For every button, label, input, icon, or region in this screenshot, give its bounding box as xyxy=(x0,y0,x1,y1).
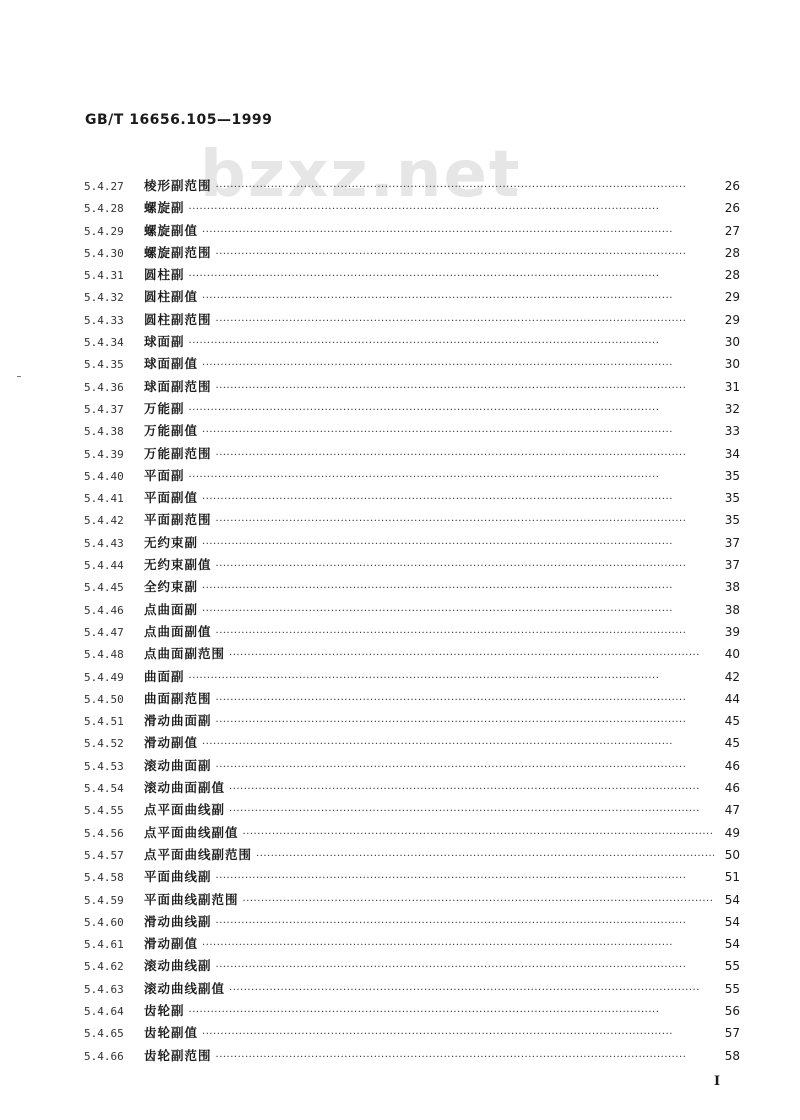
toc-dot-leader xyxy=(229,785,714,795)
toc-dot-leader xyxy=(216,562,714,572)
toc-entry[interactable] xyxy=(84,510,740,532)
toc-entry-number: 5.4.47 xyxy=(84,625,124,639)
toc-entry-title: 万能副 xyxy=(144,400,185,416)
toc-dot-leader xyxy=(202,540,714,550)
toc-entry-page: 54 xyxy=(724,892,740,907)
toc-entry-title: 平面副值 xyxy=(144,490,199,506)
toc-entry[interactable] xyxy=(84,533,740,555)
toc-entry-title: 平面曲线副 xyxy=(144,869,212,885)
toc-entry-page: 55 xyxy=(724,981,740,996)
toc-entry-page: 54 xyxy=(724,937,740,952)
toc-entry-number: 5.4.64 xyxy=(84,1004,124,1018)
toc-entry-page: 56 xyxy=(724,1003,740,1018)
toc-entry[interactable] xyxy=(84,979,740,1001)
toc-entry-title: 平面副范围 xyxy=(144,512,212,528)
toc-entry-page: 32 xyxy=(724,401,740,416)
toc-entry-title: 无约束副值 xyxy=(144,557,212,573)
toc-entry-page: 34 xyxy=(724,446,740,461)
toc-entry[interactable] xyxy=(84,1046,740,1068)
toc-entry-page: 44 xyxy=(724,691,740,706)
toc-dot-leader xyxy=(229,986,714,996)
toc-entry[interactable] xyxy=(84,689,740,711)
toc-entry-number: 5.4.32 xyxy=(84,291,124,305)
toc-dot-leader xyxy=(189,473,714,483)
toc-entry-page: 35 xyxy=(724,468,740,483)
toc-entry-title: 螺旋副 xyxy=(144,200,185,216)
toc-entry-page: 37 xyxy=(724,558,740,573)
toc-entry[interactable] xyxy=(84,332,740,354)
toc-entry[interactable] xyxy=(84,667,740,689)
toc-entry-page: 50 xyxy=(724,847,740,862)
toc-entry-number: 5.4.63 xyxy=(84,982,124,996)
toc-entry-number: 5.4.36 xyxy=(84,380,124,394)
toc-entry[interactable] xyxy=(84,444,740,466)
toc-entry-page: 51 xyxy=(724,870,740,885)
toc-entry[interactable] xyxy=(84,243,740,265)
toc-entry-page: 29 xyxy=(724,290,740,305)
toc-entry-page: 39 xyxy=(724,624,740,639)
toc-entry[interactable] xyxy=(84,377,740,399)
toc-entry-title: 无约束副 xyxy=(144,534,199,550)
toc-dot-leader xyxy=(202,428,714,438)
toc-entry[interactable] xyxy=(84,778,740,800)
toc-dot-leader xyxy=(202,361,714,371)
toc-entry[interactable] xyxy=(84,176,740,198)
toc-entry-number: 5.4.59 xyxy=(84,893,124,907)
toc-entry-title: 滑动曲线副 xyxy=(144,913,212,929)
toc-entry-title: 齿轮副 xyxy=(144,1002,185,1018)
toc-entry[interactable] xyxy=(84,800,740,822)
toc-dot-leader xyxy=(189,406,714,416)
toc-dot-leader xyxy=(216,451,714,461)
page-number: I xyxy=(714,1074,721,1089)
toc-dot-leader xyxy=(202,584,714,594)
toc-entry-page: 29 xyxy=(724,312,740,327)
stray-mark xyxy=(17,376,21,377)
toc-entry-page: 49 xyxy=(724,825,740,840)
toc-entry-number: 5.4.30 xyxy=(84,246,124,260)
toc-dot-leader xyxy=(202,294,714,304)
toc-entry-number: 5.4.44 xyxy=(84,559,124,573)
toc-entry-title: 球面副值 xyxy=(144,356,199,372)
toc-entry-page: 35 xyxy=(724,491,740,506)
toc-entry-title: 球面副 xyxy=(144,334,185,350)
toc-entry-title: 滚动曲线副值 xyxy=(144,980,226,996)
toc-entry-number: 5.4.46 xyxy=(84,603,124,617)
toc-entry-page: 35 xyxy=(724,513,740,528)
toc-entry[interactable] xyxy=(84,399,740,421)
toc-entry[interactable] xyxy=(84,912,740,934)
toc-entry-page: 46 xyxy=(724,758,740,773)
toc-entry-title: 螺旋副值 xyxy=(144,222,199,238)
toc-entry[interactable] xyxy=(84,466,740,488)
watermark: bzxz.net xyxy=(200,138,522,212)
toc-dot-leader xyxy=(189,339,714,349)
toc-entry-title: 螺旋副范围 xyxy=(144,244,212,260)
standard-code-header: GB/T 16656.105—1999 xyxy=(85,112,273,128)
toc-dot-leader xyxy=(216,1053,714,1063)
toc-dot-leader xyxy=(202,495,714,505)
toc-entry-number: 5.4.43 xyxy=(84,536,124,550)
toc-dot-leader xyxy=(189,272,714,282)
toc-entry-number: 5.4.34 xyxy=(84,336,124,350)
toc-entry[interactable] xyxy=(84,488,740,510)
toc-entry-title: 曲面副范围 xyxy=(144,690,212,706)
toc-entry-number: 5.4.66 xyxy=(84,1049,124,1063)
toc-entry-page: 28 xyxy=(724,268,740,283)
toc-dot-leader xyxy=(229,807,714,817)
toc-dot-leader xyxy=(216,629,714,639)
toc-entry-page: 46 xyxy=(724,781,740,796)
toc-entry[interactable] xyxy=(84,867,740,889)
toc-dot-leader xyxy=(243,897,714,907)
toc-entry-page: 30 xyxy=(724,335,740,350)
toc-entry[interactable] xyxy=(84,890,740,912)
toc-entry-page: 54 xyxy=(724,914,740,929)
toc-entry-number: 5.4.48 xyxy=(84,648,124,662)
toc-entry-number: 5.4.27 xyxy=(84,180,124,193)
toc-entry-page: 38 xyxy=(724,580,740,595)
toc-entry-page: 45 xyxy=(724,714,740,729)
toc-entry-title: 齿轮副范围 xyxy=(144,1047,212,1063)
toc-entry-title: 点平面曲线副范围 xyxy=(144,846,253,862)
toc-entry-number: 5.4.29 xyxy=(84,224,124,238)
toc-entry-page: 57 xyxy=(724,1026,740,1041)
toc-entry[interactable] xyxy=(84,823,740,845)
toc-entry-number: 5.4.65 xyxy=(84,1027,124,1041)
toc-entry-title: 滑动副值 xyxy=(144,936,199,952)
toc-entry-page: 55 xyxy=(724,959,740,974)
toc-entry-page: 42 xyxy=(724,669,740,684)
toc-entry-title: 万能副范围 xyxy=(144,445,212,461)
toc-entry-title: 万能副值 xyxy=(144,423,199,439)
toc-entry-title: 平面曲线副范围 xyxy=(144,891,239,907)
toc-entry[interactable] xyxy=(84,600,740,622)
toc-dot-leader xyxy=(216,696,714,706)
toc-entry-number: 5.4.55 xyxy=(84,804,124,818)
toc-dot-leader xyxy=(202,941,714,951)
toc-entry[interactable] xyxy=(84,198,740,220)
toc-dot-leader xyxy=(189,674,714,684)
toc-dot-leader xyxy=(202,607,714,617)
toc-entry-title: 滚动曲面副值 xyxy=(144,780,226,796)
toc-entry-page: 26 xyxy=(724,179,740,193)
toc-dot-leader xyxy=(216,763,714,773)
toc-entry-title: 滑动副值 xyxy=(144,735,199,751)
toc-entry[interactable] xyxy=(84,756,740,778)
toc-dot-leader xyxy=(216,183,714,193)
toc-dot-leader xyxy=(256,852,714,862)
toc-entry[interactable] xyxy=(84,265,740,287)
toc-entry-title: 棱形副范围 xyxy=(144,178,212,193)
toc-entry-number: 5.4.37 xyxy=(84,402,124,416)
toc-entry-number: 5.4.31 xyxy=(84,269,124,283)
toc-entry-title: 全约束副 xyxy=(144,579,199,595)
toc-entry-number: 5.4.60 xyxy=(84,915,124,929)
toc-entry-number: 5.4.49 xyxy=(84,670,124,684)
toc-entry-number: 5.4.40 xyxy=(84,469,124,483)
toc-entry-title: 滚动曲线副 xyxy=(144,958,212,974)
toc-entry-number: 5.4.51 xyxy=(84,715,124,729)
toc-dot-leader xyxy=(216,963,714,973)
toc-dot-leader xyxy=(216,874,714,884)
toc-entry-number: 5.4.57 xyxy=(84,848,124,862)
toc-entry-number: 5.4.35 xyxy=(84,358,124,372)
toc-entry-number: 5.4.38 xyxy=(84,425,124,439)
toc-entry-title: 点曲面副 xyxy=(144,601,199,617)
toc-entry-page: 37 xyxy=(724,535,740,550)
toc-entry[interactable] xyxy=(84,845,740,867)
toc-entry-title: 点平面曲线副值 xyxy=(144,824,239,840)
toc-entry-title: 点平面曲线副 xyxy=(144,802,226,818)
toc-entry-page: 27 xyxy=(724,223,740,238)
toc-dot-leader xyxy=(202,228,714,238)
toc-entry-page: 47 xyxy=(724,803,740,818)
toc-dot-leader xyxy=(189,205,714,215)
toc-dot-leader xyxy=(202,740,714,750)
toc-entry-page: 40 xyxy=(724,647,740,662)
toc-entry-number: 5.4.58 xyxy=(84,871,124,885)
toc-entry[interactable] xyxy=(84,934,740,956)
toc-dot-leader xyxy=(216,517,714,527)
toc-entry[interactable] xyxy=(84,711,740,733)
toc-entry-number: 5.4.41 xyxy=(84,492,124,506)
toc-entry-title: 齿轮副值 xyxy=(144,1025,199,1041)
toc-entry-page: 58 xyxy=(724,1048,740,1063)
toc-dot-leader xyxy=(216,384,714,394)
toc-dot-leader xyxy=(202,1030,714,1040)
toc-entry[interactable] xyxy=(84,555,740,577)
toc-entry-number: 5.4.39 xyxy=(84,447,124,461)
toc-entry[interactable] xyxy=(84,1001,740,1023)
toc-entry-number: 5.4.56 xyxy=(84,826,124,840)
toc-entry-title: 球面副范围 xyxy=(144,378,212,394)
toc-entry-number: 5.4.33 xyxy=(84,313,124,327)
toc-entry-number: 5.4.28 xyxy=(84,202,124,216)
toc-entry[interactable] xyxy=(84,956,740,978)
toc-entry-page: 45 xyxy=(724,736,740,751)
toc-entry-title: 点曲面副值 xyxy=(144,623,212,639)
toc-entry-number: 5.4.42 xyxy=(84,514,124,528)
toc-entry[interactable] xyxy=(84,221,740,243)
toc-entry-title: 圆柱副 xyxy=(144,267,185,283)
toc-entry-number: 5.4.54 xyxy=(84,782,124,796)
toc-dot-leader xyxy=(216,317,714,327)
toc-entry-number: 5.4.62 xyxy=(84,960,124,974)
toc-entry[interactable] xyxy=(84,644,740,666)
toc-entry-number: 5.4.50 xyxy=(84,692,124,706)
toc-entry-title: 点曲面副范围 xyxy=(144,646,226,662)
toc-entry[interactable] xyxy=(84,733,740,755)
toc-entry-number: 5.4.45 xyxy=(84,581,124,595)
toc-entry-title: 滑动曲面副 xyxy=(144,713,212,729)
toc-entry-page: 30 xyxy=(724,357,740,372)
toc-entry-page: 28 xyxy=(724,245,740,260)
toc-dot-leader xyxy=(229,651,714,661)
table-of-contents xyxy=(84,176,740,1068)
toc-dot-leader xyxy=(216,718,714,728)
toc-entry-title: 圆柱副范围 xyxy=(144,311,212,327)
toc-entry[interactable] xyxy=(84,310,740,332)
toc-dot-leader xyxy=(243,830,714,840)
toc-dot-leader xyxy=(216,919,714,929)
toc-dot-leader xyxy=(189,1008,714,1018)
toc-entry[interactable] xyxy=(84,577,740,599)
toc-entry-page: 38 xyxy=(724,602,740,617)
toc-entry[interactable] xyxy=(84,354,740,376)
toc-entry-number: 5.4.52 xyxy=(84,737,124,751)
toc-entry-number: 5.4.53 xyxy=(84,759,124,773)
toc-entry-page: 26 xyxy=(724,201,740,216)
toc-dot-leader xyxy=(216,250,714,260)
toc-entry[interactable] xyxy=(84,1023,740,1045)
toc-entry-title: 曲面副 xyxy=(144,668,185,684)
toc-entry-page: 31 xyxy=(724,379,740,394)
toc-entry[interactable] xyxy=(84,421,740,443)
toc-entry-title: 平面副 xyxy=(144,467,185,483)
toc-entry[interactable] xyxy=(84,622,740,644)
toc-entry-title: 滚动曲面副 xyxy=(144,757,212,773)
toc-entry-number: 5.4.61 xyxy=(84,938,124,952)
toc-entry-page: 33 xyxy=(724,424,740,439)
toc-entry-title: 圆柱副值 xyxy=(144,289,199,305)
toc-entry[interactable] xyxy=(84,287,740,309)
